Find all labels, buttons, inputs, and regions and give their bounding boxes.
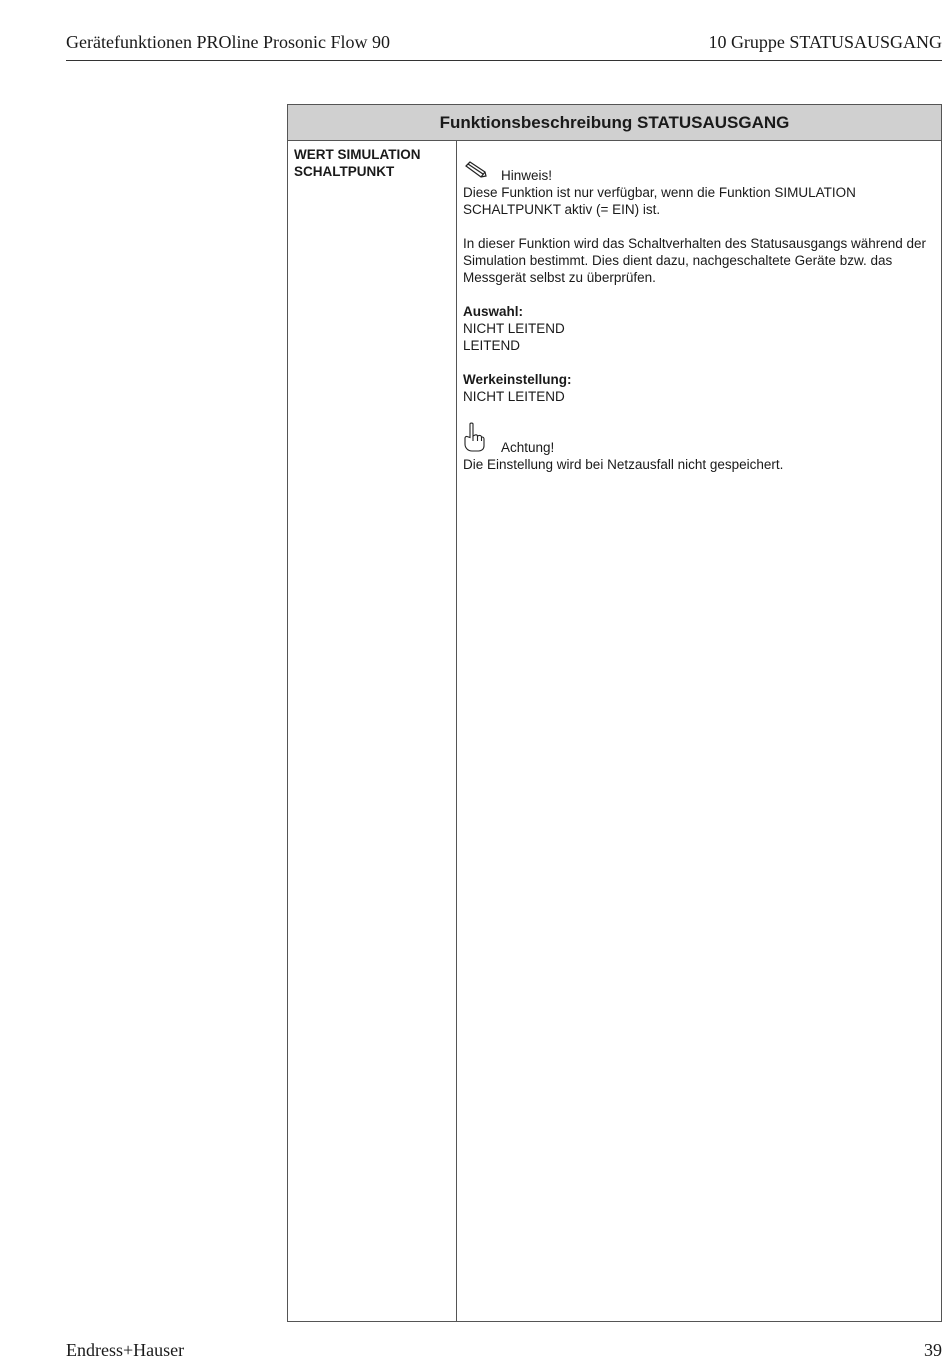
caution-label: Achtung! (501, 440, 555, 455)
pencil-icon (463, 160, 493, 184)
selection-option: NICHT LEITEND (463, 321, 565, 336)
pointing-hand-icon (463, 422, 493, 456)
function-table (287, 104, 942, 1322)
brand-logo: Endress+Hauser (66, 1340, 185, 1360)
description-text: In dieser Funktion wird das Schaltverhalten des Statusausgangs während der Simulation bestimmt. Dies dient dazu, nachgeschaltete Geräte bzw. das Messgerät selbst zu überprüfen. (463, 236, 927, 285)
caution-text: Die Einstellung wird bei Netzausfall nicht gespeichert. (463, 457, 784, 472)
selection-block (463, 303, 938, 354)
default-block (463, 371, 938, 405)
header-title: Gerätefunktionen PROline Prosonic Flow 90 (66, 32, 390, 52)
default-label: Werkeinstellung: (463, 372, 572, 387)
page-header (66, 30, 942, 61)
note-label: Hinweis! (501, 168, 553, 183)
note-heading (463, 160, 938, 184)
table-title: Funktionsbeschreibung STATUSAUSGANG (288, 105, 941, 141)
function-description (463, 160, 938, 490)
header-section: 10 Gruppe STATUSAUSGANG (708, 32, 942, 52)
page-number: 39 (924, 1340, 942, 1360)
default-value: NICHT LEITEND (463, 389, 565, 404)
note-text: Diese Funktion ist nur verfügbar, wenn die Funktion SIMULATION SCHALTPUNKT aktiv (= EIN) ist. (463, 185, 856, 217)
caution-heading (463, 422, 938, 456)
column-divider (456, 140, 457, 1321)
selection-label: Auswahl: (463, 304, 524, 319)
selection-option: LEITEND (463, 338, 521, 353)
function-name: WERT SIMULATION SCHALTPUNKT (294, 147, 421, 179)
